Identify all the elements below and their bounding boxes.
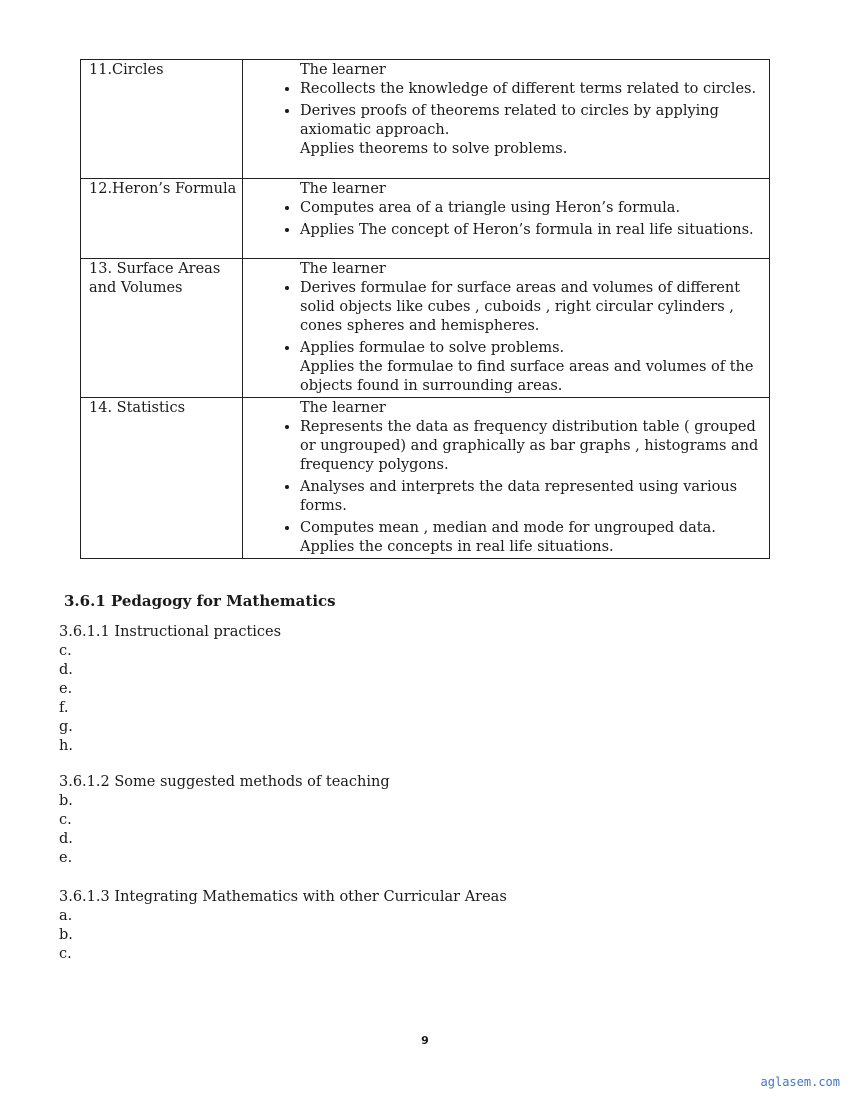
list-item: c. — [59, 946, 72, 962]
list-item: • Computes mean , median and mode for ungrouped data. — [300, 519, 761, 538]
outcome-list — [272, 80, 761, 140]
list-item: g. — [59, 719, 73, 735]
topic-cell: 11.Circles — [81, 60, 243, 179]
list-item: e. — [59, 850, 73, 866]
lead-text: The learner — [300, 261, 386, 277]
outcome-list — [272, 279, 761, 358]
tail-text: Applies the concepts in real life situations. — [300, 539, 614, 555]
table-row — [81, 60, 770, 179]
list-item: c. — [59, 812, 72, 828]
list-item: h. — [59, 738, 73, 754]
outcome-cell — [243, 179, 770, 259]
watermark: aglasem.com — [760, 1075, 840, 1089]
list-item: e. — [59, 681, 73, 697]
outcome-cell — [243, 259, 770, 398]
list-item: • Applies The concept of Heron’s formula in real life situations. — [300, 221, 761, 240]
list-item: f. — [59, 700, 69, 716]
page-number: 9 — [421, 1034, 429, 1047]
outcome-cell — [243, 398, 770, 559]
list-item: a. — [59, 908, 73, 924]
lead-text: The learner — [300, 181, 386, 197]
list-item: b. — [59, 927, 73, 943]
list-item: • Represents the data as frequency distribution table ( grouped or ungrouped) and graphically as bar graphs , histograms and frequency polygons. — [300, 418, 761, 475]
lead-text: The learner — [300, 62, 386, 78]
list-item: • Derives formulae for surface areas and volumes of different solid objects like cubes , cuboids , right circular cylinders , cones spheres and hemispheres. — [300, 279, 761, 336]
section-title: 3.6.1 Pedagogy for Mathematics — [64, 592, 336, 610]
list-item: • Analyses and interprets the data represented using various forms. — [300, 478, 761, 516]
subsection-instructional-practices — [59, 623, 281, 756]
topic-cell: 12.Heron’s Formula — [81, 179, 243, 259]
list-item: • Applies formulae to solve problems. — [300, 339, 761, 358]
table-row — [81, 179, 770, 259]
list-item: • Derives proofs of theorems related to circles by applying axiomatic approach. — [300, 102, 761, 140]
outcome-cell — [243, 60, 770, 179]
lead-text: The learner — [300, 400, 386, 416]
list-item: b. — [59, 793, 73, 809]
outcome-list — [272, 199, 761, 240]
subsection-integrating-mathematics — [59, 888, 507, 964]
topic-cell: 14. Statistics — [81, 398, 243, 559]
table-row — [81, 398, 770, 559]
table-row — [81, 259, 770, 398]
list-item: d. — [59, 662, 73, 678]
list-item: d. — [59, 831, 73, 847]
subsection-heading: 3.6.1.3 Integrating Mathematics with other Curricular Areas — [59, 889, 507, 905]
tail-text: Applies theorems to solve problems. — [300, 141, 568, 157]
subsection-teaching-methods — [59, 773, 390, 868]
subsection-heading: 3.6.1.2 Some suggested methods of teaching — [59, 774, 390, 790]
tail-text: Applies the formulae to find surface areas and volumes of the objects found in surrounding areas. — [300, 359, 754, 394]
list-item: • Recollects the knowledge of different terms related to circles. — [300, 80, 761, 99]
outcome-list — [272, 418, 761, 538]
learning-outcomes-table — [80, 59, 770, 559]
topic-cell: 13. Surface Areas and Volumes — [81, 259, 243, 398]
list-item: c. — [59, 643, 72, 659]
subsection-heading: 3.6.1.1 Instructional practices — [59, 624, 282, 640]
list-item: • Computes area of a triangle using Heron’s formula. — [300, 199, 761, 218]
